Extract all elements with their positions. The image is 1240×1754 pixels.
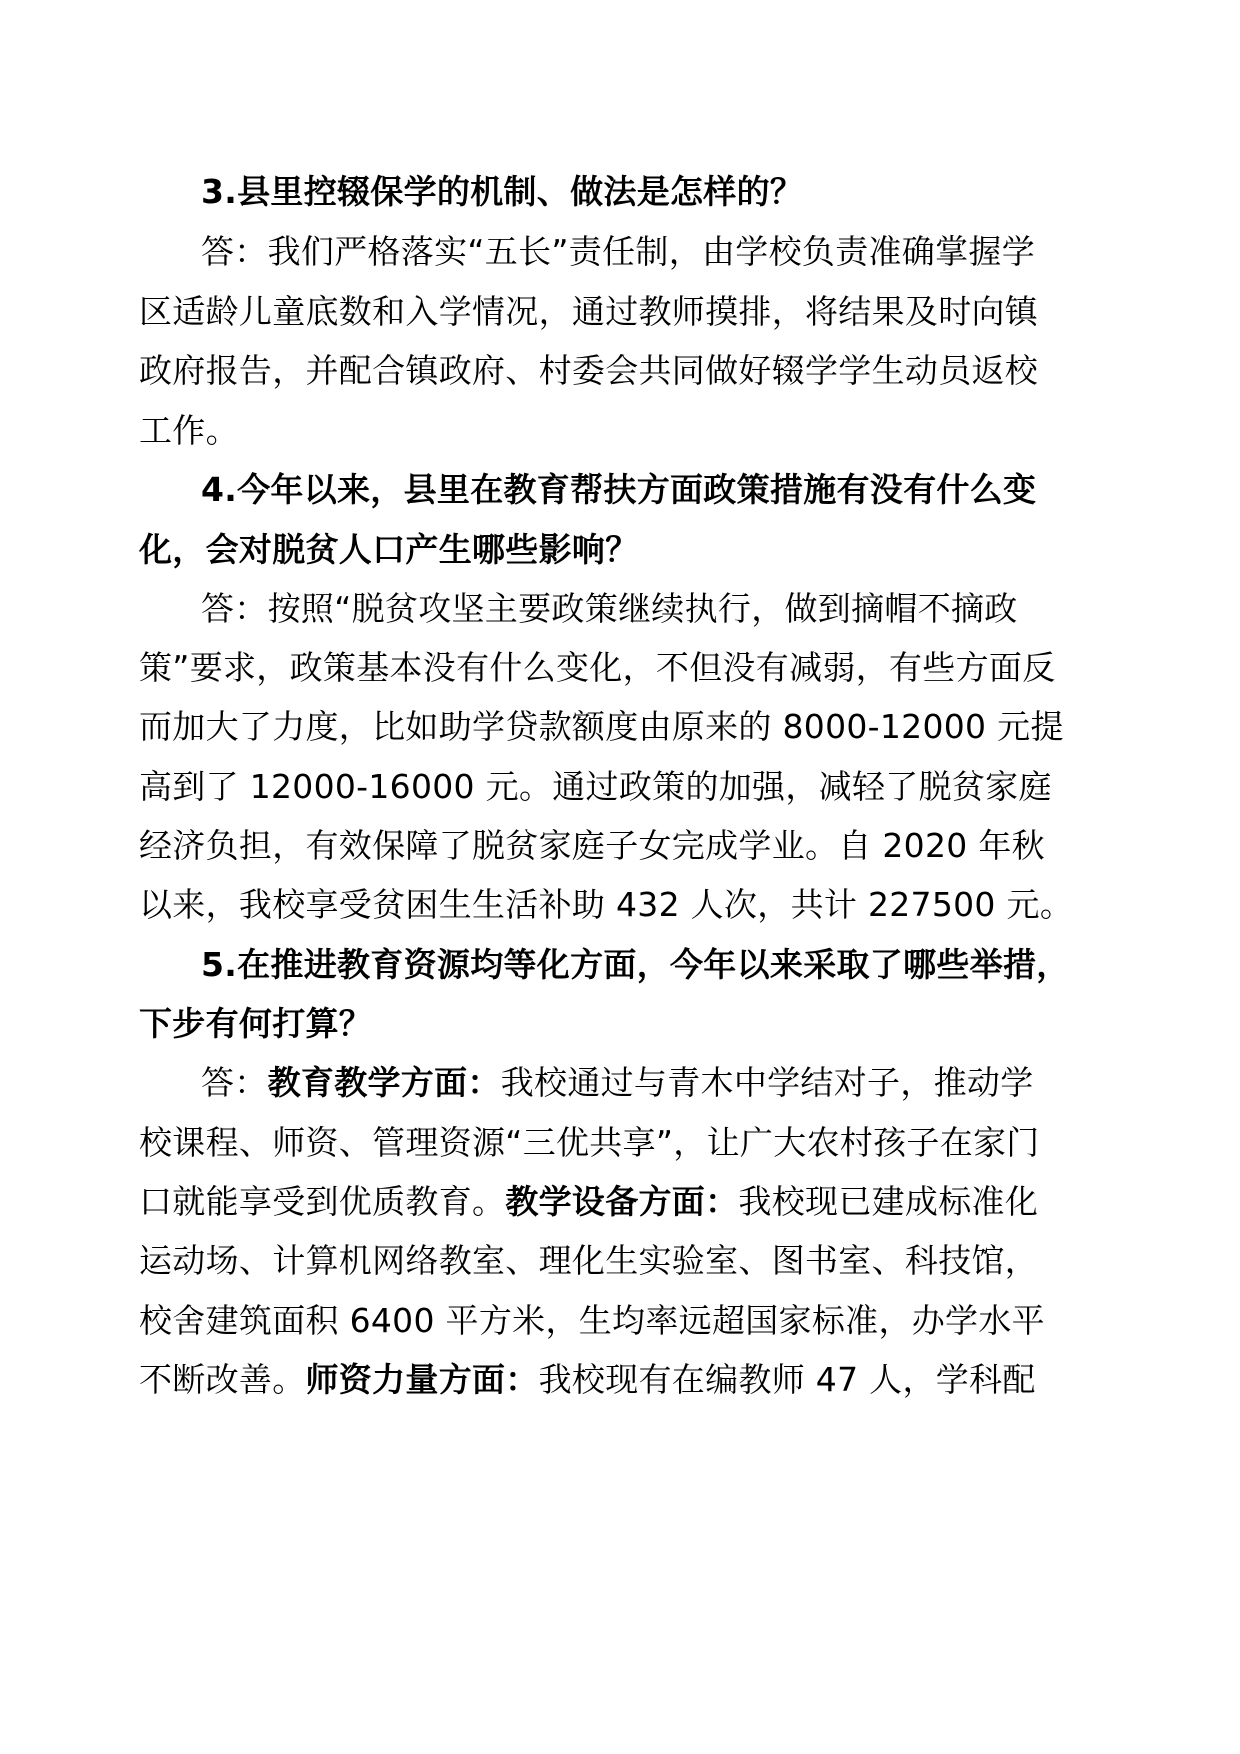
text-segment: 校舍建筑面积 6400 平方米，生均率远超国家标准，办学水平 (139, 1301, 1045, 1340)
text-segment: 而加大了力度，比如助学贷款额度由原来的 8000-12000 元提 (139, 707, 1064, 746)
text-segment: 3.县里控辍保学的机制、做法是怎样的？ (201, 172, 804, 211)
heading-question-3 (201, 172, 803, 212)
text-segment: 我校现有在编教师 47 人，学科配 (538, 1360, 1036, 1399)
heading-question-5 (139, 1004, 372, 1044)
bold-text-segment: 师资力量方面： (305, 1360, 539, 1399)
answer-line (201, 232, 1035, 272)
heading-question-4 (139, 530, 639, 570)
text-segment: 口就能享受到优质教育。 (139, 1182, 506, 1221)
text-segment: 运动场、计算机网络教室、理化生实验室、图书室、科技馆， (139, 1241, 1039, 1280)
text-segment: 4.今年以来，县里在教育帮扶方面政策措施有没有什么变 (201, 470, 1037, 509)
text-segment: 经济负担，有效保障了脱贫家庭子女完成学业。自 2020 年秋 (139, 826, 1045, 865)
answer-line (139, 1301, 1045, 1341)
text-segment: 答：按照“脱贫攻坚主要政策继续执行，做到摘帽不摘政 (201, 589, 1018, 628)
answer-line (139, 707, 1064, 747)
answer-line (139, 1182, 1038, 1222)
text-segment: 我校现已建成标准化 (738, 1182, 1039, 1221)
answer-line (139, 351, 1038, 391)
heading-question-4 (201, 470, 1036, 510)
text-segment: 答：我们严格落实“五长”责任制，由学校负责准确掌握学 (201, 232, 1035, 271)
bold-text-segment: 教育教学方面： (267, 1063, 501, 1102)
answer-line (139, 1241, 1038, 1281)
answer-line (201, 589, 1018, 629)
answer-line (139, 885, 1073, 925)
text-segment: 不断改善。 (139, 1360, 306, 1399)
answer-line (139, 1123, 1040, 1163)
text-segment: 政府报告，并配合镇政府、村委会共同做好辍学学生动员返校 (139, 351, 1039, 390)
answer-line (139, 826, 1045, 866)
answer-line (139, 411, 239, 451)
text-segment: 高到了 12000-16000 元。通过政策的加强，减轻了脱贫家庭 (139, 767, 1052, 806)
text-segment: 化，会对脱贫人口产生哪些影响？ (139, 530, 639, 569)
text-segment: 工作。 (139, 411, 239, 450)
text-segment: 校课程、师资、管理资源“三优共享”，让广大农村孩子在家门 (139, 1123, 1040, 1162)
bold-text-segment: 教学设备方面： (505, 1182, 739, 1221)
text-segment: 我校通过与青木中学结对子，推动学 (500, 1063, 1034, 1102)
text-segment: 区适龄儿童底数和入学情况，通过教师摸排，将结果及时向镇 (139, 292, 1039, 331)
answer-line (139, 1360, 1036, 1400)
text-segment: 以来，我校享受贫困生生活补助 432 人次，共计 227500 元。 (139, 885, 1074, 924)
text-segment: 5.在推进教育资源均等化方面，今年以来采取了哪些举措， (201, 945, 1070, 984)
answer-line (139, 648, 1056, 688)
text-segment: 答： (201, 1063, 268, 1102)
answer-line (139, 292, 1038, 332)
text-segment: 下步有何打算？ (139, 1004, 373, 1043)
text-segment: 策”要求，政策基本没有什么变化，不但没有减弱，有些方面反 (139, 648, 1056, 687)
answer-line (139, 767, 1052, 807)
heading-question-5 (201, 945, 1070, 985)
answer-line (201, 1063, 1034, 1103)
